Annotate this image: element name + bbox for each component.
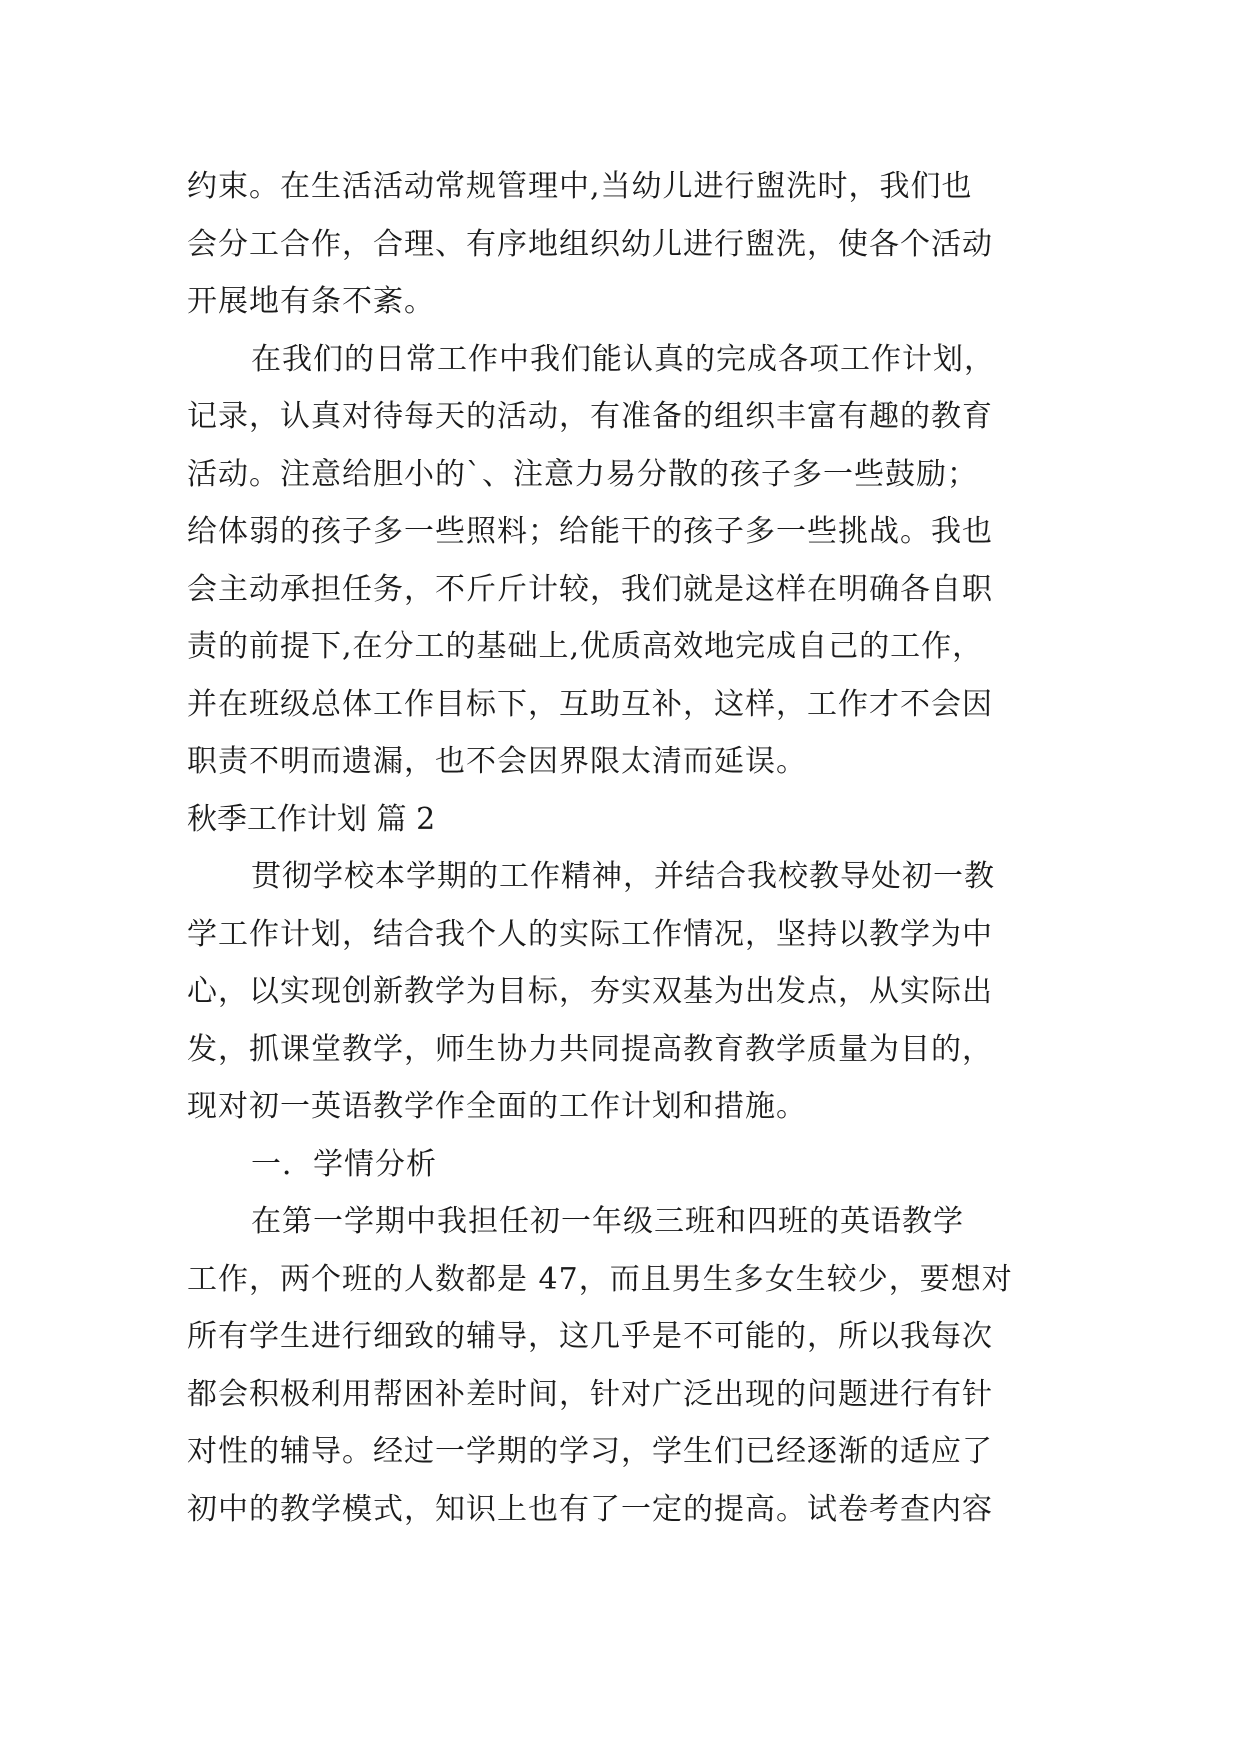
paragraph-first-line: 在我们的日常工作中我们能认真的完成各项工作计划，	[251, 341, 995, 377]
paragraph-first-line: 贯彻学校本学期的工作精神，并结合我校教导处初一教	[251, 859, 995, 894]
text-line: 开展地有条不紊。	[187, 284, 435, 319]
text-line: 心，以实现创新教学为目标，夯实双基为出发点，从实际出	[187, 974, 993, 1009]
document-page	[187, 158, 1059, 1538]
text-line: 都会积极利用帮困补差时间，针对广泛出现的问题进行有针	[187, 1376, 993, 1412]
text-line: 约束。在生活活动常规管理中,当幼儿进行盥洗时，我们也	[187, 169, 973, 204]
text-line: 会主动承担任务，不斤斤计较，我们就是这样在明确各自职	[187, 571, 993, 607]
text-line: 发，抓课堂教学，师生协力共同提高教育教学质量为目的，	[187, 1031, 993, 1067]
text-line: 会分工合作，合理、有序地组织幼儿进行盥洗，使各个活动	[187, 226, 993, 262]
text-line: 所有学生进行细致的辅导，这几乎是不可能的，所以我每次	[187, 1319, 993, 1354]
text-line: 对性的辅导。经过一学期的学习，学生们已经逐渐的适应了	[187, 1434, 993, 1469]
text-line: 现对初一英语教学作全面的工作计划和措施。	[187, 1089, 807, 1124]
text-line: 并在班级总体工作目标下，互助互补，这样，工作才不会因	[187, 686, 993, 722]
text-line: 学工作计划，结合我个人的实际工作情况，坚持以教学为中	[187, 916, 993, 952]
subsection-heading: 一．学情分析	[251, 1146, 437, 1182]
text-line: 活动。注意给胆小的`、注意力易分散的孩子多一些鼓励；	[187, 456, 978, 492]
text-line: 责的前提下,在分工的基础上,优质高效地完成自己的工作，	[187, 629, 984, 664]
text-line: 给体弱的孩子多一些照料；给能干的孩子多一些挑战。我也	[187, 514, 993, 549]
text-line: 初中的教学模式，知识上也有了一定的提高。试卷考查内容	[187, 1491, 993, 1527]
text-line: 工作，两个班的人数都是 47，而且男生多女生较少，要想对	[187, 1261, 1013, 1297]
paragraph-first-line: 在第一学期中我担任初一年级三班和四班的英语教学	[251, 1204, 964, 1239]
text-line: 记录，认真对待每天的活动，有准备的组织丰富有趣的教育	[187, 399, 993, 434]
section-heading: 秋季工作计划 篇 2	[187, 801, 436, 837]
text-line: 职责不明而遗漏，也不会因界限太清而延误。	[187, 744, 807, 779]
